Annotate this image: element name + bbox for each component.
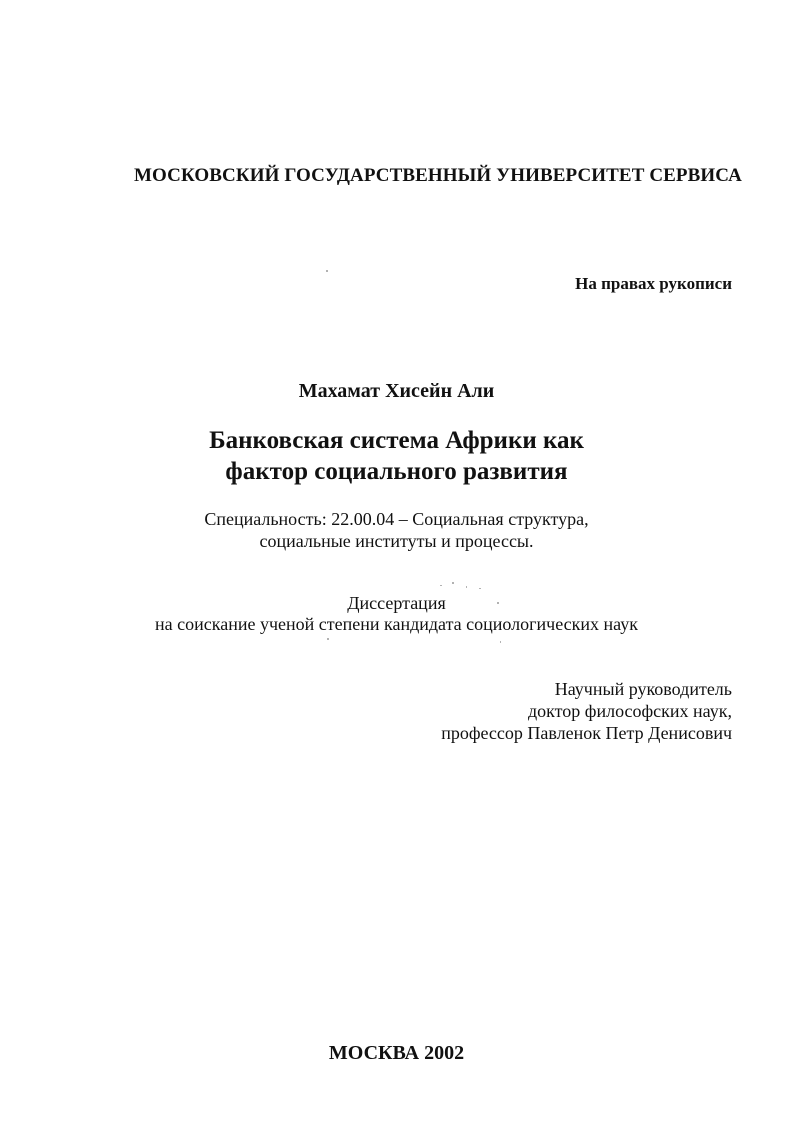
scan-speck (500, 641, 501, 643)
specialty-line-1: Специальность: 22.00.04 – Социальная структура, (204, 509, 589, 529)
scan-speck (440, 585, 442, 586)
thesis-title-line-1: Банковская система Африки как (209, 427, 584, 454)
dissertation-label: Диссертация (347, 593, 446, 613)
supervisor-role: Научный руководитель (554, 679, 732, 699)
supervisor-name: профессор Павленок Петр Денисович (441, 723, 732, 743)
specialty-line-2: социальные институты и процессы. (259, 531, 534, 551)
dissertation-purpose: на соискание ученой степени кандидата социологических наук (155, 614, 638, 634)
supervisor-degree: доктор философских наук, (528, 701, 732, 721)
university-name: МОСКОВСКИЙ ГОСУДАРСТВЕННЫЙ УНИВЕРСИТЕТ СЕРВИСА (134, 165, 742, 186)
thesis-title-line-2: фактор социального развития (225, 458, 568, 485)
city-year: МОСКВА 2002 (328, 1042, 465, 1064)
scan-speck (479, 588, 481, 589)
scan-speck (326, 270, 328, 272)
scan-speck (497, 602, 499, 604)
rights-note: На правах рукописи (575, 274, 732, 293)
scan-speck (466, 586, 467, 588)
scan-speck (327, 638, 329, 640)
author-name: Махамат Хисейн Али (298, 380, 495, 402)
scan-speck (452, 582, 454, 584)
